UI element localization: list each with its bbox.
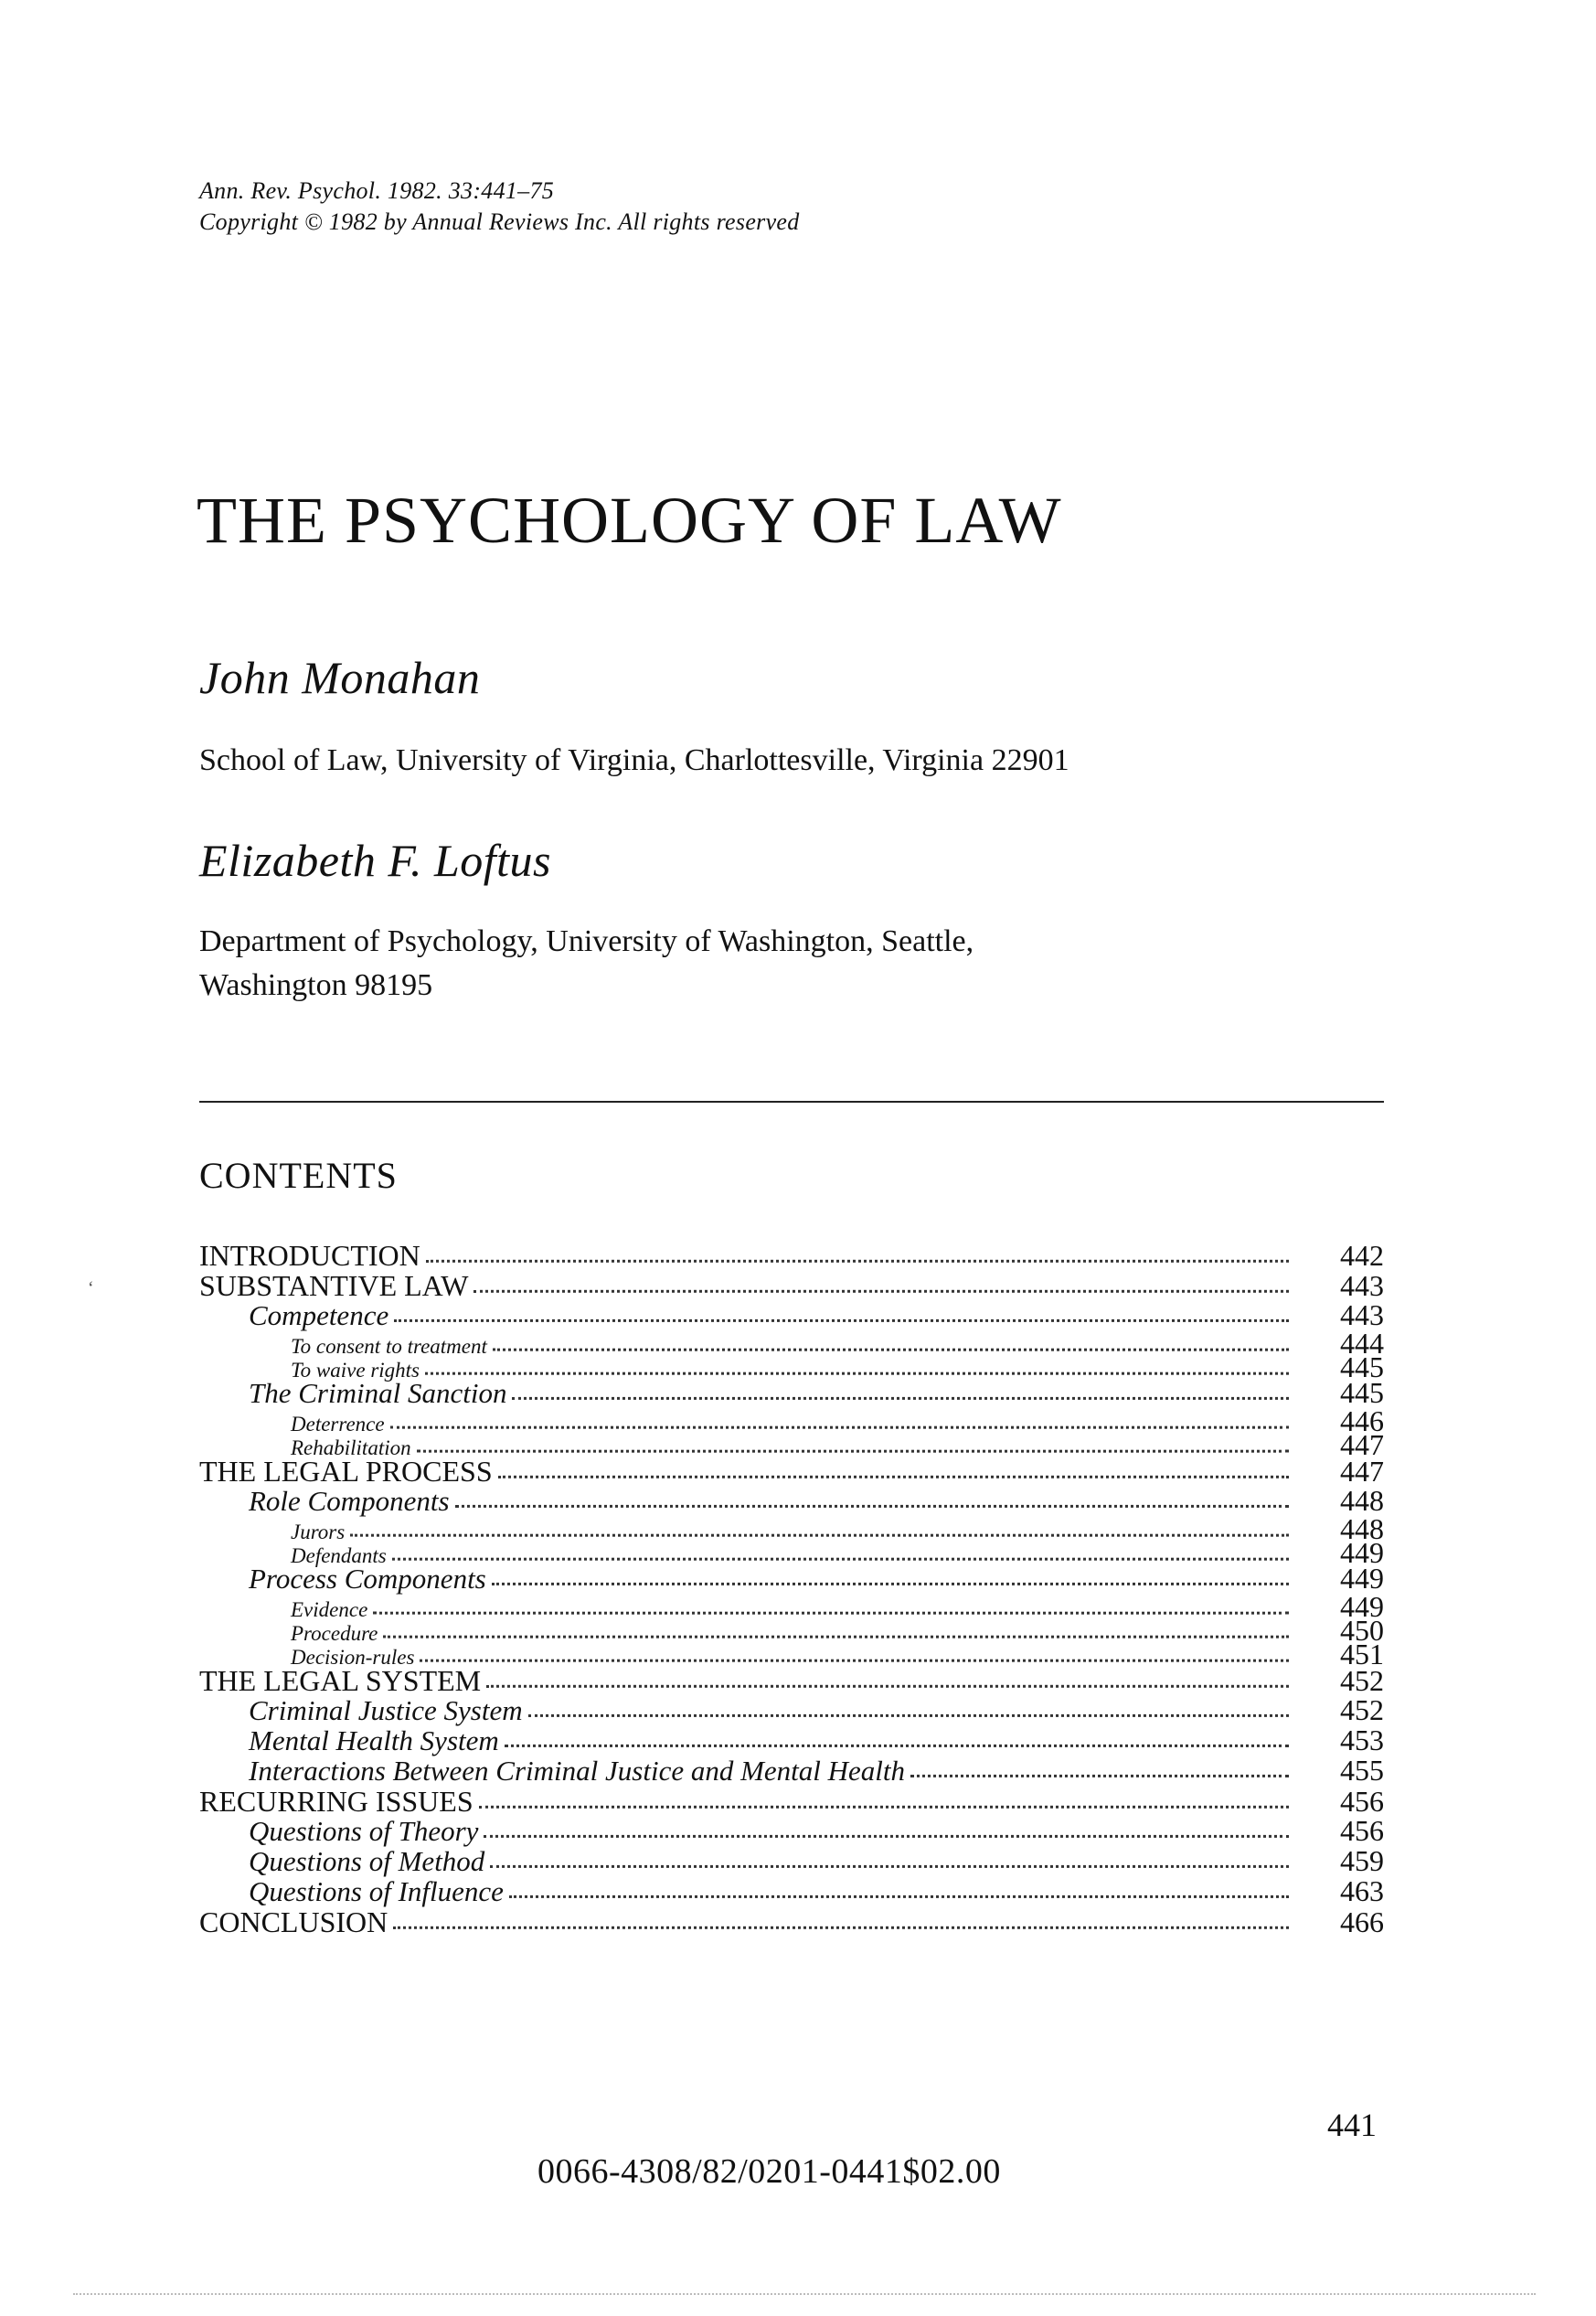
author-name: John Monahan bbox=[199, 652, 481, 703]
section-divider bbox=[199, 1101, 1384, 1103]
toc-leader-dots bbox=[455, 1479, 1289, 1508]
toc-entry-label: Questions of Theory bbox=[249, 1814, 479, 1847]
toc-entry-label: Process Components bbox=[249, 1562, 486, 1595]
toc-entry-label: To waive rights bbox=[291, 1359, 420, 1382]
toc-leader-dots bbox=[383, 1617, 1289, 1638]
toc-leader-dots bbox=[509, 1870, 1289, 1898]
toc-entry bbox=[199, 1452, 1384, 1488]
toc-entry bbox=[199, 1692, 1384, 1726]
toc-entry-page: 445 bbox=[1340, 1350, 1384, 1383]
contents-heading: CONTENTS bbox=[199, 1155, 398, 1196]
toc-leader-dots bbox=[528, 1689, 1289, 1717]
toc-leader-dots bbox=[390, 1407, 1289, 1429]
toc-entry-page: 449 bbox=[1340, 1561, 1384, 1595]
toc-entry-page: 447 bbox=[1340, 1428, 1384, 1461]
toc-entry-page: 452 bbox=[1340, 1692, 1384, 1726]
toc-entry-label: The Criminal Sanction bbox=[249, 1376, 507, 1409]
toc-leader-dots bbox=[505, 1719, 1289, 1747]
toc-entry-label: Criminal Justice System bbox=[249, 1693, 523, 1726]
toc-leader-dots bbox=[473, 1264, 1289, 1293]
toc-entry-label: Competence bbox=[249, 1298, 389, 1331]
toc-entry-page: 449 bbox=[1340, 1590, 1384, 1623]
author-affiliation bbox=[199, 920, 1205, 1008]
toc-entry-label: SUBSTANTIVE LAW bbox=[199, 1268, 469, 1302]
toc-entry bbox=[199, 1266, 1384, 1302]
scan-margin-mark: ‘ bbox=[88, 1278, 94, 1298]
toc-entry-page: 453 bbox=[1340, 1723, 1384, 1756]
toc-entry-label: Questions of Method bbox=[249, 1844, 485, 1877]
author-affiliation bbox=[199, 739, 1069, 783]
toc-entry-page: 444 bbox=[1340, 1327, 1384, 1360]
toc-entry bbox=[199, 1842, 1384, 1877]
toc-entry-label: Jurors bbox=[291, 1521, 346, 1543]
affiliation-line: School of Law, University of Virginia, Charlottesville, Virginia 22901 bbox=[199, 743, 1069, 777]
toc-entry-label: Role Components bbox=[249, 1484, 450, 1517]
table-of-contents bbox=[199, 1236, 1384, 1938]
toc-entry-page: 450 bbox=[1340, 1614, 1384, 1647]
toc-entry-page: 452 bbox=[1340, 1663, 1384, 1697]
toc-entry-label: Interactions Between Criminal Justice and Mental Health bbox=[249, 1754, 906, 1787]
toc-entry-label: To consent to treatment bbox=[291, 1335, 487, 1358]
toc-entry-page: 445 bbox=[1340, 1375, 1384, 1409]
toc-entry-label: Defendants bbox=[291, 1544, 387, 1567]
toc-leader-dots bbox=[426, 1233, 1289, 1263]
citation-header bbox=[199, 176, 800, 238]
toc-entry-label: THE LEGAL SYSTEM bbox=[199, 1663, 482, 1697]
author-name: Elizabeth F. Loftus bbox=[199, 835, 552, 886]
toc-leader-dots bbox=[512, 1371, 1289, 1400]
toc-entry bbox=[199, 1482, 1384, 1517]
toc-entry-page: 448 bbox=[1340, 1483, 1384, 1517]
toc-entry-label: Questions of Influence bbox=[249, 1874, 504, 1907]
toc-entry-label: Procedure bbox=[291, 1622, 378, 1645]
toc-entry-label: THE LEGAL PROCESS bbox=[199, 1454, 493, 1488]
toc-entry-page: 447 bbox=[1340, 1454, 1384, 1488]
citation-line: Ann. Rev. Psychol. 1982. 33:441–75 bbox=[199, 177, 555, 204]
toc-entry-label: Mental Health System bbox=[249, 1724, 499, 1756]
toc-entry-page: 466 bbox=[1340, 1905, 1384, 1938]
article-code: 0066-4308/82/0201-0441$02.00 bbox=[537, 2152, 1001, 2191]
toc-entry bbox=[199, 1297, 1384, 1331]
scan-artifact bbox=[73, 2293, 1536, 2295]
toc-leader-dots bbox=[393, 1900, 1289, 1929]
toc-entry-label: INTRODUCTION bbox=[199, 1238, 420, 1272]
article-title: THE PSYCHOLOGY OF LAW bbox=[197, 484, 1062, 557]
toc-entry bbox=[199, 1782, 1384, 1818]
toc-leader-dots bbox=[490, 1840, 1289, 1868]
toc-leader-dots bbox=[350, 1515, 1289, 1537]
toc-leader-dots bbox=[492, 1557, 1289, 1585]
toc-entry-page: 443 bbox=[1340, 1297, 1384, 1331]
toc-entry-label: Evidence bbox=[291, 1598, 368, 1621]
toc-entry-page: 448 bbox=[1340, 1512, 1384, 1545]
toc-entry-page: 463 bbox=[1340, 1873, 1384, 1907]
toc-entry bbox=[199, 1590, 1384, 1623]
toc-entry bbox=[199, 1752, 1384, 1787]
affiliation-line: Washington 98195 bbox=[199, 968, 433, 1002]
toc-entry bbox=[199, 1614, 1384, 1647]
toc-entry-page: 442 bbox=[1340, 1238, 1384, 1272]
toc-entry-page: 456 bbox=[1340, 1813, 1384, 1847]
toc-entry bbox=[199, 1812, 1384, 1847]
toc-entry bbox=[199, 1873, 1384, 1907]
toc-entry-page: 451 bbox=[1340, 1638, 1384, 1670]
toc-entry bbox=[199, 1661, 1384, 1697]
toc-entry bbox=[199, 1722, 1384, 1756]
toc-leader-dots bbox=[910, 1749, 1289, 1777]
toc-entry-page: 459 bbox=[1340, 1843, 1384, 1877]
toc-entry-page: 449 bbox=[1340, 1536, 1384, 1569]
toc-entry-page: 446 bbox=[1340, 1404, 1384, 1437]
toc-entry-page: 456 bbox=[1340, 1784, 1384, 1818]
toc-entry bbox=[199, 1560, 1384, 1595]
toc-entry-label: RECURRING ISSUES bbox=[199, 1784, 473, 1818]
toc-entry-label: Rehabilitation bbox=[291, 1436, 411, 1459]
copyright-line: Copyright © 1982 by Annual Reviews Inc. All rights reserved bbox=[199, 208, 800, 235]
toc-leader-dots bbox=[484, 1809, 1289, 1838]
toc-entry-label: Decision-rules bbox=[291, 1646, 415, 1669]
toc-entry-page: 443 bbox=[1340, 1268, 1384, 1302]
toc-entry-label: CONCLUSION bbox=[199, 1905, 388, 1938]
toc-leader-dots bbox=[498, 1449, 1289, 1478]
toc-entry-label: Deterrence bbox=[291, 1413, 385, 1435]
toc-leader-dots bbox=[373, 1593, 1289, 1615]
toc-entry-page: 455 bbox=[1340, 1753, 1384, 1787]
affiliation-line: Department of Psychology, University of Washington, Seattle, bbox=[199, 924, 974, 958]
toc-leader-dots bbox=[493, 1329, 1289, 1351]
toc-entry bbox=[199, 1512, 1384, 1545]
toc-leader-dots bbox=[394, 1294, 1289, 1322]
toc-entry bbox=[199, 1236, 1384, 1272]
toc-leader-dots bbox=[479, 1779, 1289, 1809]
toc-leader-dots bbox=[486, 1659, 1289, 1688]
toc-entry bbox=[199, 1903, 1384, 1938]
toc-entry bbox=[199, 1374, 1384, 1409]
page-number: 441 bbox=[1327, 2107, 1377, 2143]
